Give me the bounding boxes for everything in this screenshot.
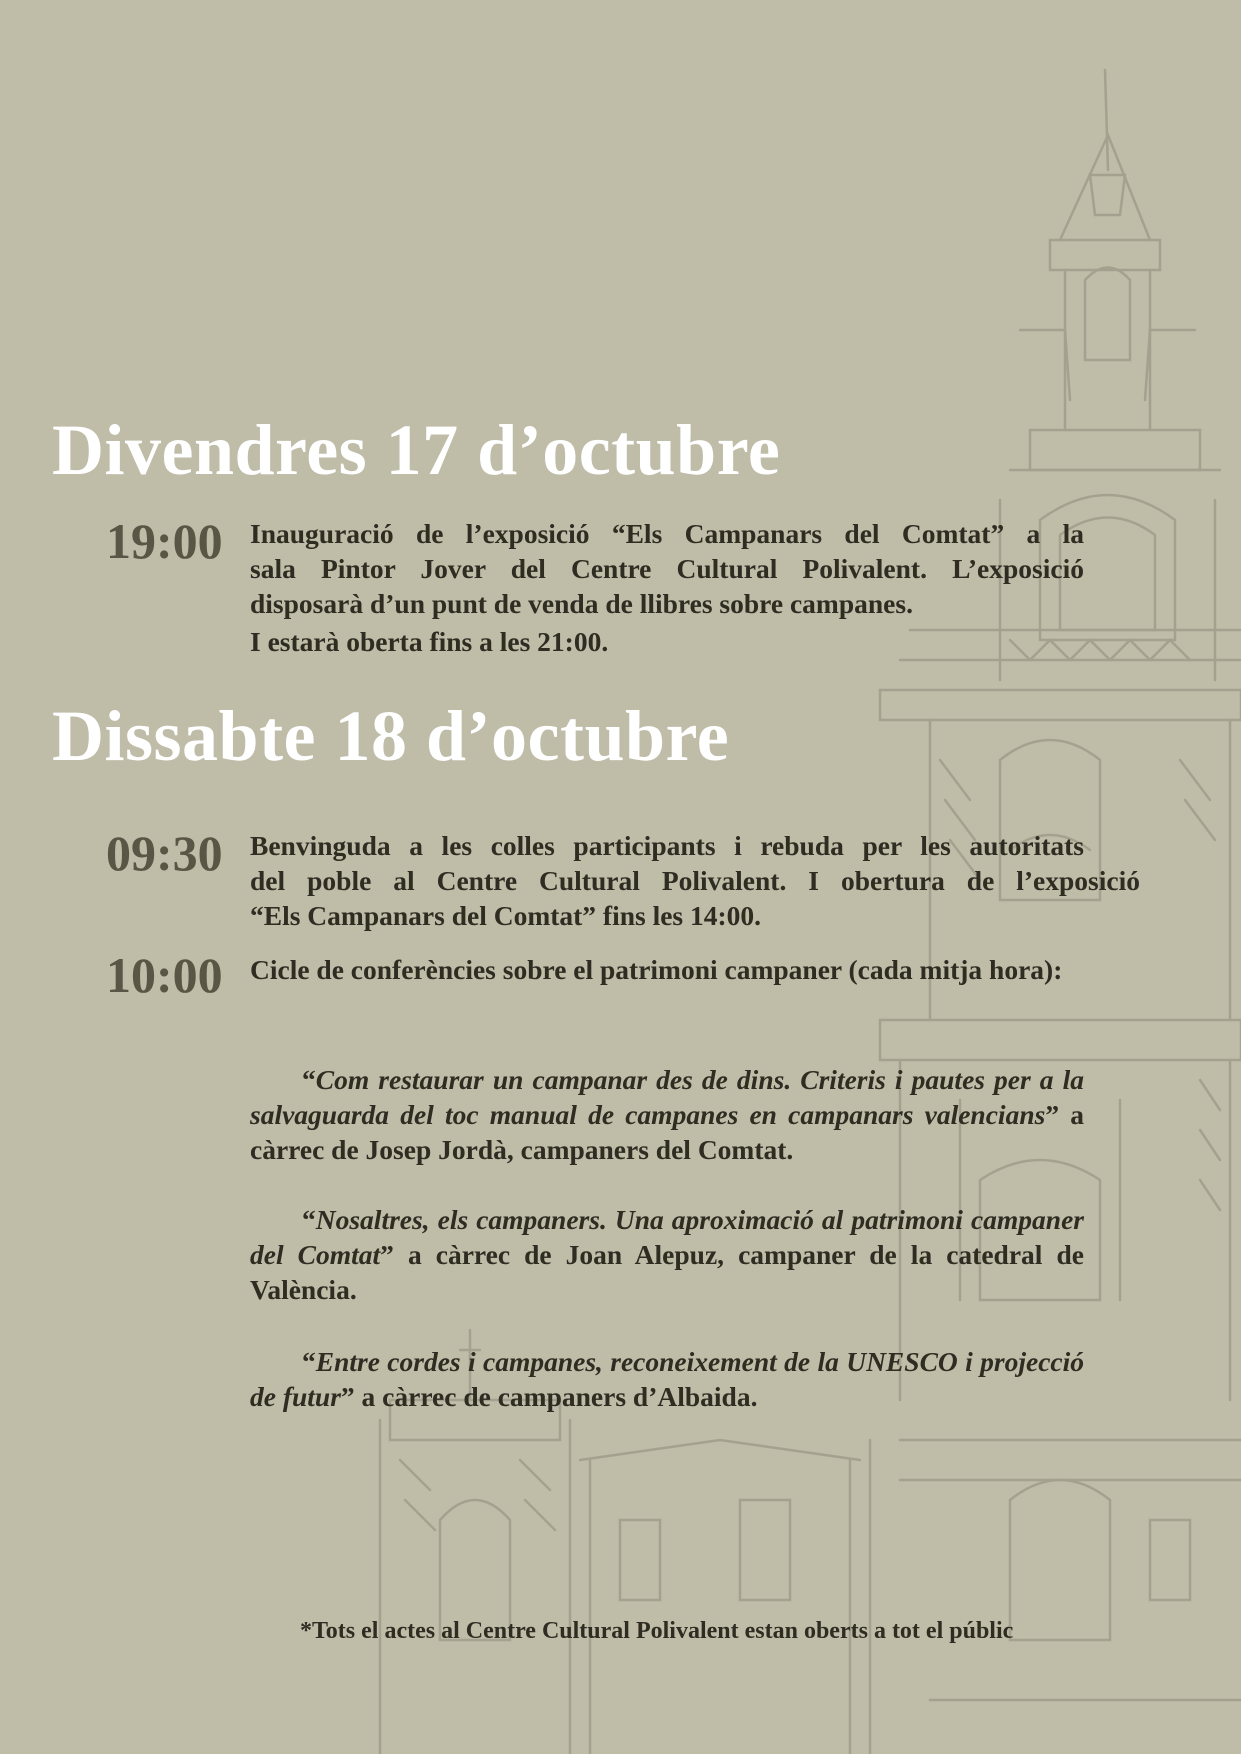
event-time-1900: 19:00: [106, 513, 223, 569]
event-time-1000: 10:00: [106, 947, 223, 1003]
text-line: del poble al Centre Cultural Polivalent. I obertura de l’exposició: [250, 865, 1140, 896]
conference-speaker: ” a càrrec de Josep Jordà, campaners del Comtat.: [250, 1099, 1085, 1165]
conference-open-quote: “: [302, 1346, 316, 1377]
event-description-1900: [250, 516, 1084, 659]
event-intro-1000: Cicle de conferències sobre el patrimoni campaner (cada mitja hora):: [250, 954, 1063, 985]
conference-item: [250, 1344, 1084, 1414]
text-line: sala Pintor Jover del Centre Cultural Polivalent. L’exposició: [250, 553, 1084, 584]
conference-item: [250, 1062, 1084, 1167]
text-line: disposarà d’un punt de venda de llibres sobre campanes.: [250, 588, 913, 619]
conference-item: [250, 1202, 1084, 1307]
text-line: I estarà oberta fins a les 21:00.: [250, 626, 609, 657]
conference-speaker: ” a càrrec de campaners d’Albaida.: [340, 1381, 758, 1412]
event-time-0930: 09:30: [106, 825, 223, 881]
event-description-0930: [250, 828, 1140, 933]
conference-speaker: ” a càrrec de Joan Alepuz, campaner de la catedral de València.: [250, 1239, 1084, 1305]
conference-open-quote: “: [302, 1064, 316, 1095]
conference-title: Entre cordes i campanes, reconeixement de la UNESCO i projecció de futur: [250, 1346, 1084, 1412]
day-title-friday: Divendres 17 d’octubre: [52, 410, 781, 490]
conference-title: Nosaltres, els campaners. Una aproximació al patrimoni campaner del Comtat: [250, 1204, 1084, 1270]
text-line: Inauguració de l’exposició “Els Campanars del Comtat” a la: [250, 518, 1084, 549]
conference-title: Com restaurar un campanar des de dins. Criteris i pautes per a la salvaguarda del toc manual de campanes en campanars valencians: [250, 1064, 1084, 1130]
text-line: “Els Campanars del Comtat” fins les 14:00.: [250, 900, 762, 931]
footnote: *Tots el actes al Centre Cultural Polivalent estan oberts a tot el públic: [300, 1618, 1014, 1644]
conference-open-quote: “: [302, 1204, 316, 1235]
day-title-saturday: Dissabte 18 d’octubre: [52, 696, 730, 776]
text-line: Benvinguda a les colles participants i rebuda per les autoritats: [250, 830, 1084, 861]
